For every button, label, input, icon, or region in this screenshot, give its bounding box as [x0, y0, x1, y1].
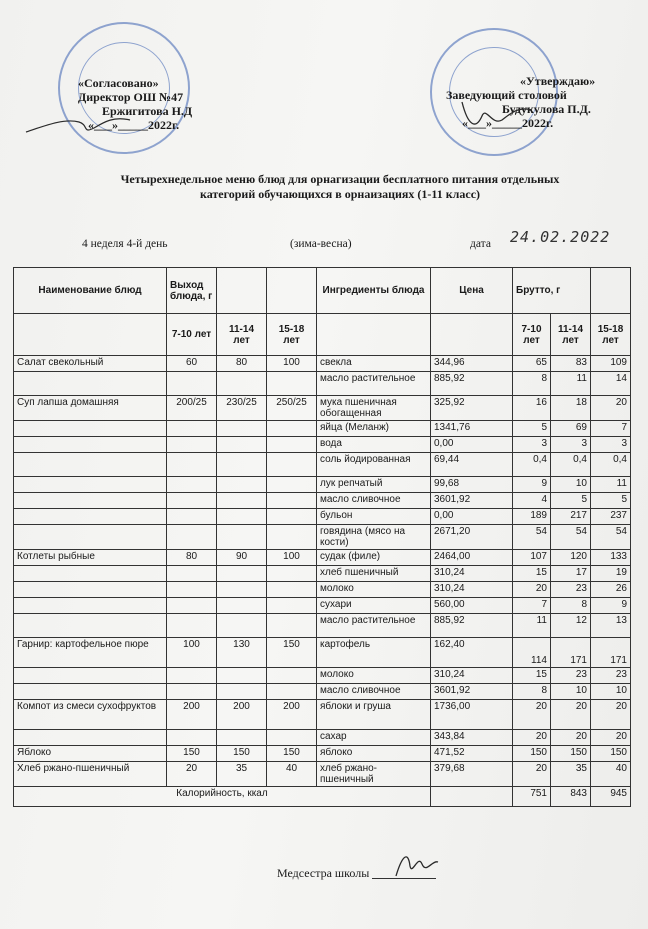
gross-7-10-cell: 20: [513, 582, 551, 598]
output-15-18-cell: [267, 437, 317, 453]
gross-7-10-cell: 8: [513, 372, 551, 396]
approval-left-position: Директор ОШ №47: [78, 90, 184, 104]
output-15-18-cell: [267, 372, 317, 396]
table-row: [14, 598, 631, 614]
gross-15-18-cell: 133: [591, 550, 631, 566]
output-7-10-cell: [167, 437, 217, 453]
ingredient-cell: бульон: [317, 509, 431, 525]
approval-left-date: «___»_____2022г.: [88, 118, 180, 132]
gross-15-18-cell: 109: [591, 356, 631, 372]
output-7-10-cell: 20: [167, 762, 217, 787]
header-empty: [431, 314, 513, 356]
price-cell: 885,92: [431, 614, 513, 638]
price-cell: 310,24: [431, 668, 513, 684]
header-gross-11-14: 11-14 лет: [551, 314, 591, 356]
output-11-14-cell: 150: [217, 746, 267, 762]
calories-15-18: 945: [591, 787, 631, 807]
output-11-14-cell: [217, 525, 267, 550]
gross-15-18-cell: 14: [591, 372, 631, 396]
gross-7-10-cell: 107: [513, 550, 551, 566]
output-15-18-cell: [267, 421, 317, 437]
dish-name-cell: [14, 566, 167, 582]
table-row: [14, 477, 631, 493]
dish-name-cell: [14, 437, 167, 453]
gross-15-18-cell: 26: [591, 582, 631, 598]
gross-11-14-cell: 150: [551, 746, 591, 762]
ingredient-cell: мука пшеничная обогащенная: [317, 396, 431, 421]
gross-15-18-cell: 11: [591, 477, 631, 493]
price-cell: 2464,00: [431, 550, 513, 566]
table-row: [14, 582, 631, 598]
table-row: [14, 638, 631, 668]
handwritten-date: 24.02.2022: [510, 228, 611, 246]
price-cell: 560,00: [431, 598, 513, 614]
output-15-18-cell: [267, 566, 317, 582]
document-title: [60, 172, 620, 202]
output-11-14-cell: [217, 477, 267, 493]
dish-name-cell: Яблоко: [14, 746, 167, 762]
ingredient-cell: сухари: [317, 598, 431, 614]
gross-11-14-cell: 10: [551, 684, 591, 700]
gross-11-14-cell: 20: [551, 700, 591, 730]
dish-name-cell: [14, 598, 167, 614]
output-15-18-cell: 150: [267, 638, 317, 668]
price-cell: 343,84: [431, 730, 513, 746]
header-output: Выход блюда, г: [167, 268, 217, 314]
calories-row: [14, 787, 631, 807]
gross-15-18-cell: 23: [591, 668, 631, 684]
table-row: [14, 453, 631, 477]
ingredient-cell: молоко: [317, 668, 431, 684]
output-7-10-cell: [167, 525, 217, 550]
output-11-14-cell: 90: [217, 550, 267, 566]
price-cell: 3601,92: [431, 684, 513, 700]
output-7-10-cell: 200/25: [167, 396, 217, 421]
header-empty: [591, 268, 631, 314]
header-empty: [217, 268, 267, 314]
ingredient-cell: сахар: [317, 730, 431, 746]
price-cell: 0,00: [431, 437, 513, 453]
week-day: 4 неделя 4-й день: [82, 238, 168, 250]
gross-15-18-cell: 20: [591, 730, 631, 746]
output-15-18-cell: [267, 525, 317, 550]
ingredient-cell: говядина (мясо на кости): [317, 525, 431, 550]
header-gross-7-10: 7-10 лет: [513, 314, 551, 356]
output-11-14-cell: [217, 493, 267, 509]
table-row: [14, 668, 631, 684]
output-7-10-cell: [167, 684, 217, 700]
output-15-18-cell: [267, 614, 317, 638]
gross-15-18-cell: 10: [591, 684, 631, 700]
output-11-14-cell: [217, 372, 267, 396]
dish-name-cell: [14, 684, 167, 700]
table-row: [14, 550, 631, 566]
calories-7-10: 751: [513, 787, 551, 807]
menu-table: [13, 267, 631, 807]
gross-15-18-cell: 13: [591, 614, 631, 638]
output-15-18-cell: [267, 598, 317, 614]
nurse-signature: [392, 846, 442, 882]
price-cell: 344,96: [431, 356, 513, 372]
dish-name-cell: [14, 421, 167, 437]
dish-name-cell: Компот из смеси сухофруктов: [14, 700, 167, 730]
gross-15-18-cell: 237: [591, 509, 631, 525]
table-row: [14, 684, 631, 700]
price-cell: 325,92: [431, 396, 513, 421]
output-7-10-cell: 60: [167, 356, 217, 372]
ingredient-cell: масло сливочное: [317, 493, 431, 509]
gross-11-14-cell: 54: [551, 525, 591, 550]
output-7-10-cell: [167, 453, 217, 477]
table-row: [14, 396, 631, 421]
table-row: [14, 493, 631, 509]
price-cell: 885,92: [431, 372, 513, 396]
ingredient-cell: судак (филе): [317, 550, 431, 566]
calories-label: Калорийность, ккал: [14, 787, 431, 807]
ingredient-cell: масло растительное: [317, 614, 431, 638]
gross-15-18-cell: 3: [591, 437, 631, 453]
gross-7-10-cell: 20: [513, 730, 551, 746]
gross-7-10-cell: 9: [513, 477, 551, 493]
gross-15-18-cell: 54: [591, 525, 631, 550]
dish-name-cell: [14, 582, 167, 598]
dish-name-cell: Салат свекольный: [14, 356, 167, 372]
output-15-18-cell: [267, 509, 317, 525]
gross-7-10-cell: 54: [513, 525, 551, 550]
dish-name-cell: [14, 453, 167, 477]
output-7-10-cell: [167, 730, 217, 746]
price-cell: 471,52: [431, 746, 513, 762]
dish-name-cell: Суп лапша домашняя: [14, 396, 167, 421]
output-7-10-cell: [167, 372, 217, 396]
gross-11-14-cell: 171: [551, 638, 591, 668]
output-11-14-cell: 230/25: [217, 396, 267, 421]
approval-right-name: Будукулова П.Д.: [502, 102, 591, 116]
table-row: [14, 509, 631, 525]
gross-11-14-cell: 23: [551, 668, 591, 684]
gross-11-14-cell: 217: [551, 509, 591, 525]
calories-11-14: 843: [551, 787, 591, 807]
gross-7-10-cell: 65: [513, 356, 551, 372]
output-11-14-cell: [217, 598, 267, 614]
gross-11-14-cell: 23: [551, 582, 591, 598]
table-row: [14, 525, 631, 550]
ingredient-cell: молоко: [317, 582, 431, 598]
price-cell: 99,68: [431, 477, 513, 493]
dish-name-cell: [14, 614, 167, 638]
output-15-18-cell: [267, 684, 317, 700]
gross-7-10-cell: 114: [513, 638, 551, 668]
gross-11-14-cell: 17: [551, 566, 591, 582]
output-7-10-cell: 200: [167, 700, 217, 730]
output-7-10-cell: [167, 566, 217, 582]
gross-11-14-cell: 8: [551, 598, 591, 614]
price-cell: 162,40: [431, 638, 513, 668]
table-row: [14, 566, 631, 582]
output-11-14-cell: [217, 437, 267, 453]
price-cell: 1736,00: [431, 700, 513, 730]
ingredient-cell: соль йодированная: [317, 453, 431, 477]
price-cell: 3601,92: [431, 493, 513, 509]
header-output-7-10: 7-10 лет: [167, 314, 217, 356]
gross-7-10-cell: 3: [513, 437, 551, 453]
output-11-14-cell: 200: [217, 700, 267, 730]
output-11-14-cell: 35: [217, 762, 267, 787]
output-7-10-cell: [167, 582, 217, 598]
header-gross: Брутто, г: [513, 268, 591, 314]
output-15-18-cell: [267, 453, 317, 477]
price-cell: 310,24: [431, 582, 513, 598]
header-gross-15-18: 15-18 лет: [591, 314, 631, 356]
approval-right-date: «___»_____2022г.: [462, 116, 554, 130]
gross-7-10-cell: 150: [513, 746, 551, 762]
gross-11-14-cell: 69: [551, 421, 591, 437]
output-15-18-cell: [267, 668, 317, 684]
header-price: Цена: [431, 268, 513, 314]
output-7-10-cell: [167, 421, 217, 437]
header-ingredients: Ингредиенты блюда: [317, 268, 431, 314]
table-row: [14, 356, 631, 372]
output-7-10-cell: [167, 509, 217, 525]
dish-name-cell: [14, 509, 167, 525]
header-output-11-14: 11-14 лет: [217, 314, 267, 356]
gross-7-10-cell: 0,4: [513, 453, 551, 477]
ingredient-cell: яйца (Меланж): [317, 421, 431, 437]
dish-name-cell: [14, 372, 167, 396]
output-15-18-cell: 200: [267, 700, 317, 730]
output-11-14-cell: 80: [217, 356, 267, 372]
gross-7-10-cell: 11: [513, 614, 551, 638]
approval-right-heading: «Утверждаю»: [520, 74, 596, 88]
ingredient-cell: картофель: [317, 638, 431, 668]
manager-signature: [458, 96, 538, 136]
header-dish-name: Наименование блюд: [14, 268, 167, 314]
gross-11-14-cell: 5: [551, 493, 591, 509]
output-7-10-cell: [167, 614, 217, 638]
output-15-18-cell: [267, 493, 317, 509]
approval-left-name: Ержигитова Н.Д: [102, 104, 193, 118]
ingredient-cell: лук репчатый: [317, 477, 431, 493]
output-7-10-cell: 150: [167, 746, 217, 762]
dish-name-cell: [14, 730, 167, 746]
output-15-18-cell: [267, 477, 317, 493]
dish-name-cell: [14, 668, 167, 684]
gross-7-10-cell: 15: [513, 566, 551, 582]
dish-name-cell: Гарнир: картофельное пюре: [14, 638, 167, 668]
output-15-18-cell: 250/25: [267, 396, 317, 421]
title-line-1: Четырехнедельное меню блюд для орнагизации бесплатного питания отдельных: [120, 172, 560, 186]
director-signature: [24, 108, 134, 138]
table-row: [14, 762, 631, 787]
output-15-18-cell: [267, 582, 317, 598]
ingredient-cell: свекла: [317, 356, 431, 372]
gross-11-14-cell: 12: [551, 614, 591, 638]
calories-empty: [431, 787, 513, 807]
header-output-15-18: 15-18 лет: [267, 314, 317, 356]
gross-15-18-cell: 20: [591, 700, 631, 730]
gross-7-10-cell: 20: [513, 700, 551, 730]
output-7-10-cell: 100: [167, 638, 217, 668]
output-7-10-cell: [167, 668, 217, 684]
output-11-14-cell: [217, 582, 267, 598]
gross-11-14-cell: 0,4: [551, 453, 591, 477]
ingredient-cell: вода: [317, 437, 431, 453]
ingredient-cell: масло растительное: [317, 372, 431, 396]
gross-11-14-cell: 35: [551, 762, 591, 787]
table-row: [14, 421, 631, 437]
output-11-14-cell: [217, 453, 267, 477]
output-11-14-cell: [217, 614, 267, 638]
dish-name-cell: Хлеб ржано-пшеничный: [14, 762, 167, 787]
gross-15-18-cell: 5: [591, 493, 631, 509]
table-row: [14, 730, 631, 746]
header-empty: [14, 314, 167, 356]
output-15-18-cell: 100: [267, 550, 317, 566]
table-row: [14, 746, 631, 762]
gross-15-18-cell: 150: [591, 746, 631, 762]
table-row: [14, 372, 631, 396]
output-11-14-cell: [217, 684, 267, 700]
output-11-14-cell: [217, 730, 267, 746]
output-7-10-cell: 80: [167, 550, 217, 566]
gross-7-10-cell: 20: [513, 762, 551, 787]
dish-name-cell: [14, 525, 167, 550]
gross-11-14-cell: 120: [551, 550, 591, 566]
output-15-18-cell: [267, 730, 317, 746]
ingredient-cell: масло сливочное: [317, 684, 431, 700]
gross-7-10-cell: 15: [513, 668, 551, 684]
gross-7-10-cell: 7: [513, 598, 551, 614]
title-line-2: категорий обучающихся в орнаизациях (1-11 класс): [199, 187, 481, 201]
header-empty: [317, 314, 431, 356]
output-7-10-cell: [167, 477, 217, 493]
approval-right-position: Заведующий столовой: [446, 88, 567, 102]
gross-15-18-cell: 0,4: [591, 453, 631, 477]
table-row: [14, 614, 631, 638]
dish-name-cell: [14, 493, 167, 509]
season: (зима-весна): [290, 238, 352, 250]
gross-7-10-cell: 8: [513, 684, 551, 700]
gross-11-14-cell: 11: [551, 372, 591, 396]
nurse-label: Медсестра школы: [277, 866, 370, 880]
output-15-18-cell: 100: [267, 356, 317, 372]
output-11-14-cell: [217, 509, 267, 525]
gross-11-14-cell: 83: [551, 356, 591, 372]
price-cell: 310,24: [431, 566, 513, 582]
gross-11-14-cell: 10: [551, 477, 591, 493]
approval-left-heading: «Согласовано»: [78, 76, 159, 90]
date-label: дата: [470, 238, 491, 250]
ingredient-cell: яблоки и груша: [317, 700, 431, 730]
dish-name-cell: [14, 477, 167, 493]
gross-11-14-cell: 3: [551, 437, 591, 453]
ingredient-cell: яблоко: [317, 746, 431, 762]
price-cell: 2671,20: [431, 525, 513, 550]
ingredient-cell: хлеб пшеничный: [317, 566, 431, 582]
gross-15-18-cell: 20: [591, 396, 631, 421]
output-7-10-cell: [167, 493, 217, 509]
gross-7-10-cell: 189: [513, 509, 551, 525]
output-11-14-cell: [217, 421, 267, 437]
gross-15-18-cell: 7: [591, 421, 631, 437]
price-cell: 379,68: [431, 762, 513, 787]
gross-7-10-cell: 16: [513, 396, 551, 421]
gross-15-18-cell: 9: [591, 598, 631, 614]
output-15-18-cell: 40: [267, 762, 317, 787]
gross-11-14-cell: 18: [551, 396, 591, 421]
ingredient-cell: хлеб ржано-пшеничный: [317, 762, 431, 787]
price-cell: 69,44: [431, 453, 513, 477]
output-7-10-cell: [167, 598, 217, 614]
header-row: [14, 268, 631, 314]
gross-15-18-cell: 171: [591, 638, 631, 668]
table-row: [14, 437, 631, 453]
output-11-14-cell: [217, 668, 267, 684]
gross-15-18-cell: 40: [591, 762, 631, 787]
table-row: [14, 700, 631, 730]
gross-15-18-cell: 19: [591, 566, 631, 582]
dish-name-cell: Котлеты рыбные: [14, 550, 167, 566]
output-11-14-cell: [217, 566, 267, 582]
header-empty: [267, 268, 317, 314]
gross-7-10-cell: 5: [513, 421, 551, 437]
age-header-row: [14, 314, 631, 356]
price-cell: 0,00: [431, 509, 513, 525]
gross-11-14-cell: 20: [551, 730, 591, 746]
price-cell: 1341,76: [431, 421, 513, 437]
output-11-14-cell: 130: [217, 638, 267, 668]
gross-7-10-cell: 4: [513, 493, 551, 509]
menu-body: [14, 356, 631, 787]
output-15-18-cell: 150: [267, 746, 317, 762]
